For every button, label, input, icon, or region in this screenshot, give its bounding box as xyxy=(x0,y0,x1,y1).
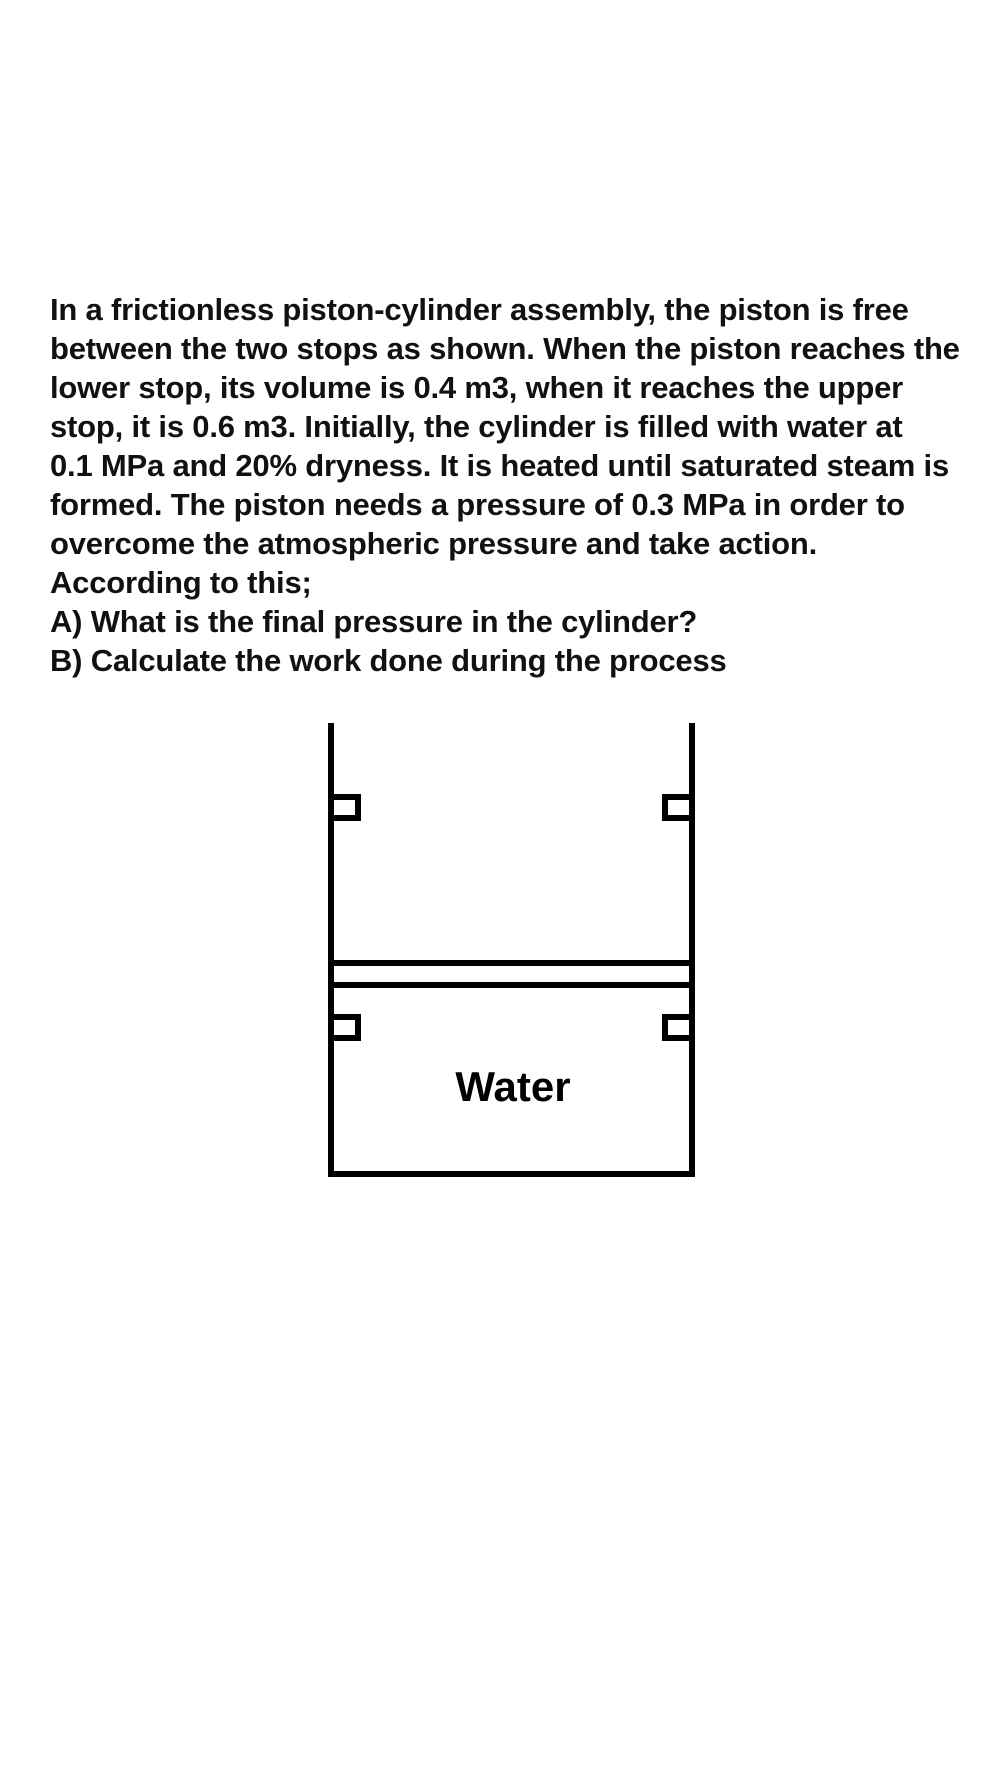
problem-line: 0.1 MPa and 20% dryness. It is heated until saturated steam is xyxy=(50,448,949,483)
question-a: A) What is the final pressure in the cylinder? xyxy=(50,604,698,639)
upper-stop-right xyxy=(665,797,689,818)
problem-line: stop, it is 0.6 m3. Initially, the cylinder is filled with water at xyxy=(50,409,903,444)
problem-line: overcome the atmospheric pressure and take action. xyxy=(50,526,817,561)
problem-line: According to this; xyxy=(50,565,312,600)
lower-stop-right xyxy=(665,1017,689,1038)
question-b: B) Calculate the work done during the process xyxy=(50,643,727,678)
lower-stop-left xyxy=(334,1017,358,1038)
problem-line: between the two stops as shown. When the piston reaches the xyxy=(50,331,960,366)
problem-line: lower stop, its volume is 0.4 m3, when it reaches the upper xyxy=(50,370,904,405)
upper-stop-left xyxy=(334,797,358,818)
water-label: Water xyxy=(455,1063,571,1110)
problem-line: formed. The piston needs a pressure of 0.3 MPa in order to xyxy=(50,487,905,522)
problem-line: In a frictionless piston-cylinder assembly, the piston is free xyxy=(50,292,909,327)
